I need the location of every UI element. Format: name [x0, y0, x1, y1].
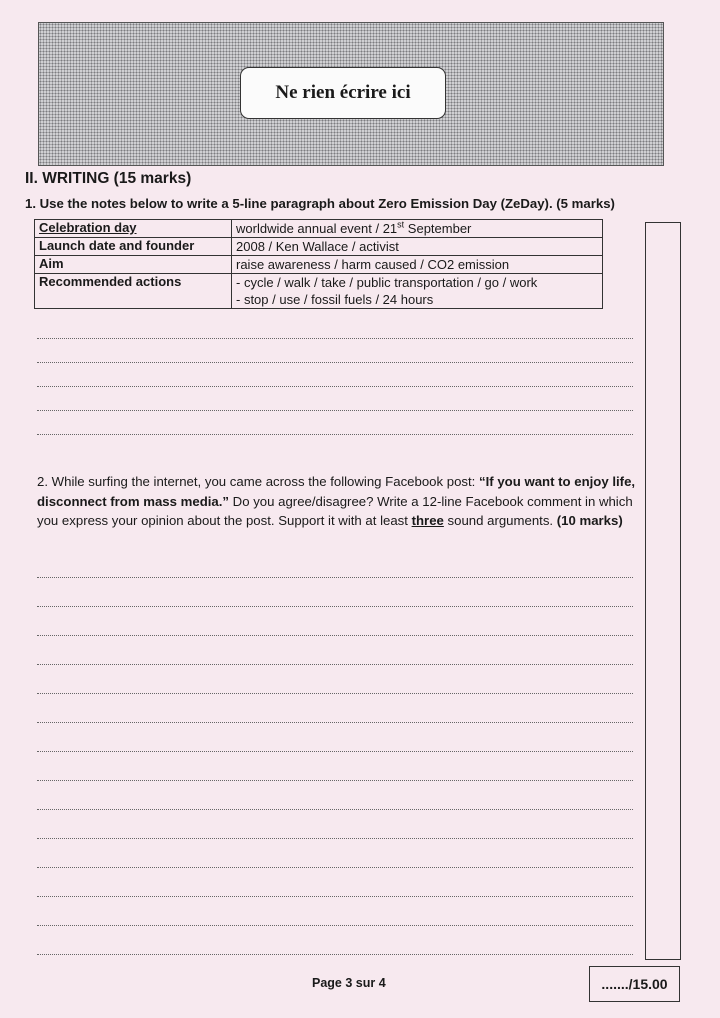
answer-line [37, 434, 633, 435]
answer-line [37, 780, 633, 781]
notes-table [34, 219, 603, 309]
grading-margin-column [645, 222, 681, 960]
aim-value: raise awareness / harm caused / CO2 emission [232, 256, 603, 274]
actions-label: Recommended actions [35, 274, 232, 309]
answer-line [37, 410, 633, 411]
answer-line [37, 867, 633, 868]
table-row [35, 274, 603, 309]
answer-line [37, 362, 633, 363]
aim-label: Aim [35, 256, 232, 274]
section-title: II. WRITING (15 marks) [25, 170, 192, 187]
answer-line [37, 809, 633, 810]
answer-line [37, 751, 633, 752]
celebration-day-value: worldwide annual event / 21st September [232, 220, 603, 238]
table-row [35, 256, 603, 274]
actions-value: - cycle / walk / take / public transportation / go / work - stop / use / fossil fuels / 24 hours [232, 274, 603, 309]
do-not-write-stamp: Ne rien écrire ici [240, 67, 446, 119]
question-2-instruction: 2. While surfing the internet, you came across the following Facebook post: “If you want to enjoy life, disconnect from mass media.” Do you agree/disagree? Write a 12-line Facebook comment in which you express your opinion about the post. Support it with at least three sound arguments. (10 marks) [37, 474, 636, 528]
answer-line [37, 838, 633, 839]
answer-line [37, 722, 633, 723]
score-box: ......./15.00 [589, 966, 680, 1002]
answer-line [37, 896, 633, 897]
page-number: Page 3 sur 4 [312, 976, 386, 990]
answer-line [37, 338, 633, 339]
launch-value: 2008 / Ken Wallace / activist [232, 238, 603, 256]
answer-line [37, 693, 633, 694]
answer-line [37, 635, 633, 636]
celebration-day-label: Celebration day [35, 220, 232, 238]
answer-line [37, 954, 633, 955]
question-1-instruction: 1. Use the notes below to write a 5-line paragraph about Zero Emission Day (ZeDay). (5 marks) [25, 196, 615, 211]
answer-line [37, 925, 633, 926]
answer-line [37, 606, 633, 607]
answer-line [37, 386, 633, 387]
launch-label: Launch date and founder [35, 238, 232, 256]
answer-line [37, 577, 633, 578]
table-row [35, 220, 603, 238]
table-row [35, 238, 603, 256]
answer-line [37, 664, 633, 665]
